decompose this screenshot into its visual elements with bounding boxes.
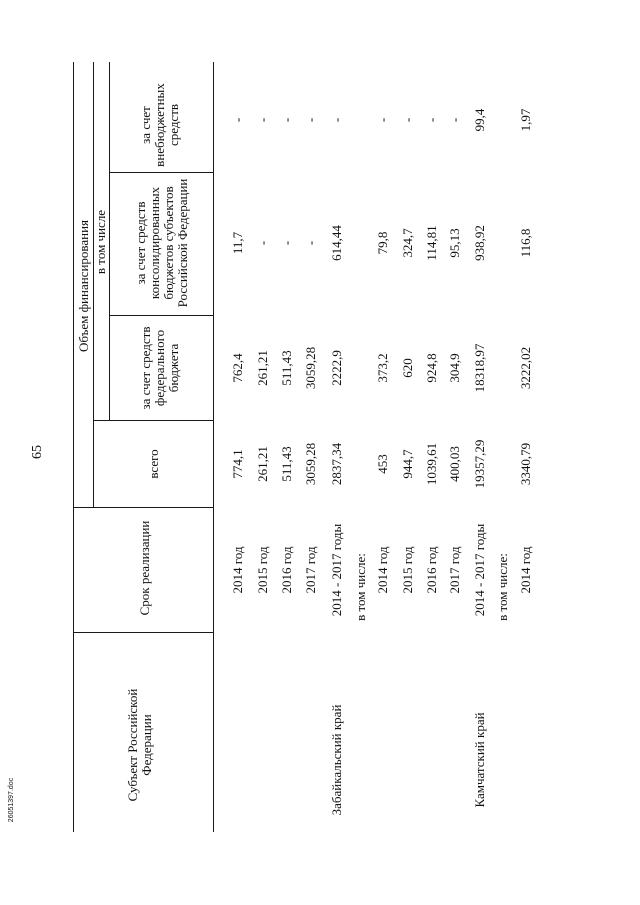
doc-code-text: 26051397.doc xyxy=(8,777,15,823)
line-including-title xyxy=(109,62,110,420)
table-line-header-bottom xyxy=(213,62,214,832)
line-federal-regional xyxy=(109,315,213,316)
page-number-text: 65 xyxy=(30,445,45,459)
line-period-volume xyxy=(73,507,213,508)
line-total-federal xyxy=(93,420,213,421)
line-volume-title xyxy=(93,62,94,507)
line-subject-period xyxy=(73,632,213,633)
table-line-top xyxy=(73,62,74,832)
